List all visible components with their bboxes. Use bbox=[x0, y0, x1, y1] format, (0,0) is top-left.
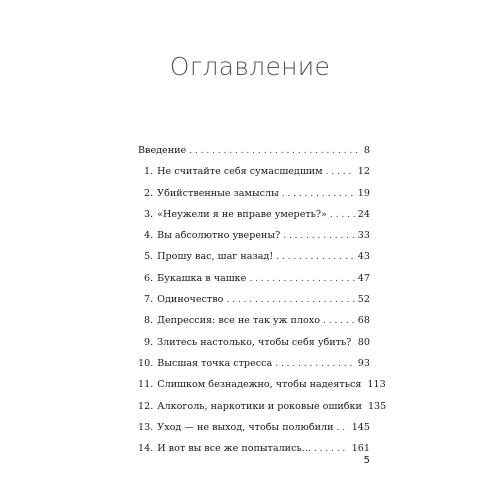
dot-leader bbox=[276, 247, 355, 268]
dot-leader bbox=[275, 354, 355, 375]
toc-entry-number: 1. bbox=[144, 166, 154, 178]
toc-entry-title: Прошу вас, шаг назад! bbox=[157, 251, 274, 263]
toc-entry-title: Одиночество bbox=[157, 294, 224, 306]
toc-entry-title: Вы абсолютно уверены? bbox=[157, 230, 281, 242]
toc-entry bbox=[138, 438, 370, 459]
toc-entry-number: 6. bbox=[144, 272, 154, 284]
dot-leader bbox=[323, 311, 355, 332]
toc-entry-page: 80 bbox=[357, 336, 370, 348]
toc-entry-page: 8 bbox=[363, 145, 370, 156]
toc-entry-title: Букашка в чашке bbox=[157, 272, 247, 284]
dot-leader bbox=[314, 439, 349, 460]
toc-entry-page: 161 bbox=[351, 443, 370, 455]
toc-entry-page: 135 bbox=[367, 400, 387, 412]
toc-entry-title: «Неужели я не вправе умереть?» bbox=[157, 208, 327, 220]
toc-entry bbox=[138, 332, 370, 353]
toc-entry bbox=[138, 246, 370, 267]
toc-entry-number: 12. bbox=[138, 400, 154, 412]
toc-entry-title: Убийственные замыслы bbox=[157, 187, 279, 199]
toc-entry-number: 8. bbox=[144, 315, 154, 327]
toc-entry bbox=[138, 268, 370, 289]
toc-entry-title: Введение bbox=[138, 145, 187, 156]
toc-entry-title: Злитесь настолько, чтобы себя убить? bbox=[157, 336, 352, 348]
toc-entry bbox=[138, 417, 370, 438]
toc-entry-page: 145 bbox=[351, 421, 370, 433]
toc-entry bbox=[138, 374, 386, 395]
dot-leader bbox=[226, 290, 354, 311]
toc-entry-page: 12 bbox=[357, 166, 370, 178]
toc-entry-page: 47 bbox=[357, 272, 370, 284]
toc-entry-title: Слишком безнадежно, чтобы надеяться bbox=[157, 379, 362, 391]
dot-leader bbox=[330, 205, 355, 226]
dot-leader bbox=[282, 184, 355, 205]
toc-entry-page: 19 bbox=[357, 187, 370, 199]
toc-entry-number: 11. bbox=[138, 379, 154, 391]
toc-entry-number: 14. bbox=[138, 443, 154, 455]
dot-leader bbox=[283, 226, 355, 247]
toc-entry bbox=[138, 204, 370, 225]
toc-entry-number: 3. bbox=[144, 208, 154, 220]
toc-entry-number: 2. bbox=[144, 187, 154, 199]
toc-entry-title: Депрессия: все не так уж плохо bbox=[157, 315, 320, 327]
toc-entry-title: И вот вы все же попытались... bbox=[157, 443, 311, 455]
toc-entry-number: 10. bbox=[138, 357, 154, 369]
page-title: Оглавление bbox=[169, 52, 331, 81]
toc-entry-number: 7. bbox=[144, 294, 154, 306]
dot-leader bbox=[189, 141, 361, 162]
toc-entry-number: 5. bbox=[144, 251, 154, 263]
toc-entry-title: Не считайте себя сумасшедшим bbox=[157, 166, 323, 178]
dot-leader bbox=[249, 269, 354, 290]
toc-entry-number: 13. bbox=[138, 421, 154, 433]
toc-entry-number: 9. bbox=[144, 336, 154, 348]
toc-entry bbox=[138, 183, 370, 204]
toc-entry-page: 33 bbox=[357, 230, 370, 242]
toc-entry bbox=[138, 396, 387, 417]
toc-entry bbox=[138, 225, 370, 246]
toc-entry bbox=[138, 140, 370, 161]
toc-entry bbox=[138, 289, 370, 310]
page-number: 5 bbox=[363, 455, 370, 466]
dot-leader bbox=[326, 162, 355, 183]
toc-entry-page: 52 bbox=[357, 294, 370, 306]
toc-entry bbox=[138, 353, 370, 374]
toc-entry-page: 93 bbox=[357, 357, 370, 369]
toc-entry-page: 24 bbox=[357, 208, 370, 220]
toc-entry-page: 113 bbox=[367, 379, 386, 391]
toc-entry-page: 68 bbox=[357, 315, 370, 327]
table-of-contents bbox=[138, 140, 387, 459]
toc-entry bbox=[138, 161, 370, 182]
toc-entry-title: Алкоголь, наркотики и роковые ошибки bbox=[157, 400, 362, 412]
dot-leader bbox=[337, 418, 349, 439]
toc-entry-title: Высшая точка стресса bbox=[157, 357, 273, 369]
toc-entry-number: 4. bbox=[144, 230, 154, 242]
toc-entry bbox=[138, 310, 370, 331]
toc-entry-title: Уход — не выход, чтобы полюбили bbox=[157, 421, 334, 433]
toc-entry-page: 43 bbox=[357, 251, 370, 263]
